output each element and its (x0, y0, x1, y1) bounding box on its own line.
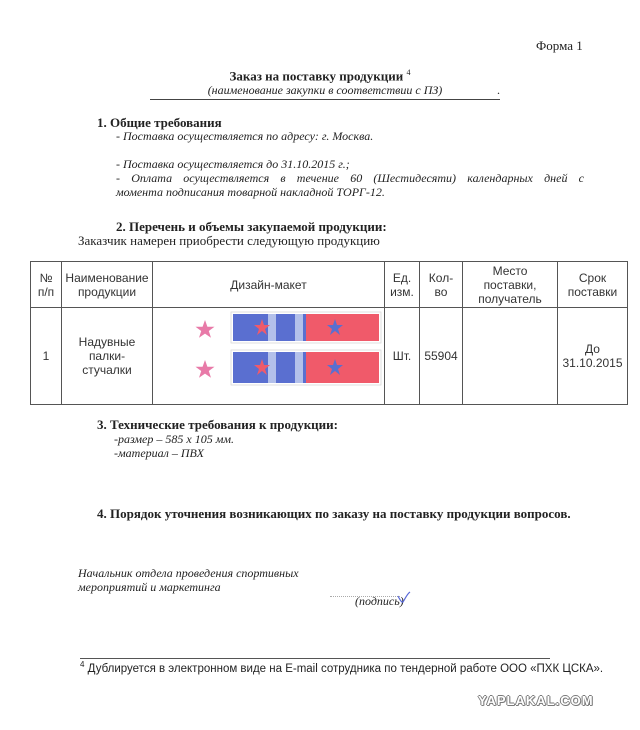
section3-heading: 3. Технические требования к продукции: (97, 417, 338, 432)
row-qty: 55904 (420, 308, 463, 405)
header-qty-line1: Кол- (428, 270, 454, 285)
section1-line-1: - Поставка осуществляется по адресу: г. Москва. (116, 129, 374, 143)
header-qty (420, 262, 463, 308)
watermark: YAPLAKAL.COM (478, 693, 594, 708)
table-header-row (31, 262, 628, 308)
stick-design-2 (231, 350, 381, 385)
signature-position-line1: Начальник отдела проведения спортивных (78, 566, 299, 580)
section1-line-4: момента подписания товарной накладной ТОРГ-12. (116, 185, 385, 199)
row-term-line2: 31.10.2015 (562, 356, 623, 370)
header-name-line1: Наименование (65, 270, 149, 285)
form-number: Форма 1 (536, 38, 583, 53)
header-num-line2: п/п (37, 284, 55, 299)
header-place (463, 262, 558, 308)
section3-line-2: -материал – ПВХ (114, 446, 204, 460)
header-num-line1: № (39, 270, 53, 285)
header-unit-line2: изм. (390, 284, 414, 299)
header-term-line1: Срок (578, 270, 607, 285)
subtitle-end: . (497, 83, 500, 97)
row-unit: Шт. (385, 308, 420, 405)
section1-line-2: - Поставка осуществляется до 31.10.2015 г.; (116, 157, 350, 171)
document-title (0, 68, 640, 84)
star-icon (196, 320, 215, 338)
row-name-line3: стучалки (82, 363, 132, 377)
row-name-line2: палки- (88, 349, 126, 363)
footnote-divider (80, 658, 550, 659)
header-name (62, 262, 153, 308)
header-unit (385, 262, 420, 308)
row-term (558, 308, 628, 405)
header-term (558, 262, 628, 308)
table-row (31, 308, 628, 405)
section4-heading: 4. Порядок уточнения возникающих по заказу на поставку продукции вопросов. (97, 506, 571, 521)
header-name-line2: продукции (77, 284, 137, 299)
document-subtitle: (наименование закупки в соответствии с ПЗ) (150, 83, 500, 100)
section3-line-1: -размер – 585 х 105 мм. (114, 432, 235, 446)
row-name-line1: Надувные (78, 335, 136, 349)
footnote-text: Дублируется в электронном виде на E-mail сотрудника по тендерной работе ООО «ПХК ЦСКА». (87, 662, 604, 675)
header-place-line2: поставки, (483, 277, 537, 292)
row-design (153, 308, 385, 405)
star-icon (196, 360, 215, 378)
row-place (463, 308, 558, 405)
section1-line-3: - Оплата осуществляется в течение 60 (Шестидесяти) календарных дней с (116, 171, 584, 185)
section1-heading: 1. Общие требования (97, 115, 222, 130)
row-num: 1 (31, 308, 62, 405)
title-footnote-mark: 4 (406, 68, 411, 77)
stick-design-1 (231, 312, 381, 343)
section2-heading: 2. Перечень и объемы закупаемой продукции: (116, 219, 387, 234)
footnote (80, 660, 603, 675)
row-name (62, 308, 153, 405)
header-place-line1: Место (492, 263, 528, 278)
section2-intro: Заказчик намерен приобрести следующую продукцию (78, 233, 380, 248)
header-unit-line1: Ед. (392, 270, 412, 285)
title-text: Заказ на поставку продукции (229, 68, 404, 84)
row-term-line1: До (585, 342, 600, 356)
footnote-mark: 4 (80, 660, 85, 669)
design-mockup-image (155, 308, 382, 401)
signature-label: (подпись) (355, 594, 404, 608)
header-design: Дизайн-макет (153, 262, 385, 308)
signature-mark (396, 590, 412, 606)
signature-position-line2: мероприятий и маркетинга (78, 580, 221, 594)
header-qty-line2: во (434, 284, 448, 299)
header-num (31, 262, 62, 308)
product-table (30, 261, 628, 405)
header-term-line2: поставки (567, 284, 618, 299)
header-place-line3: получатель (478, 291, 542, 306)
